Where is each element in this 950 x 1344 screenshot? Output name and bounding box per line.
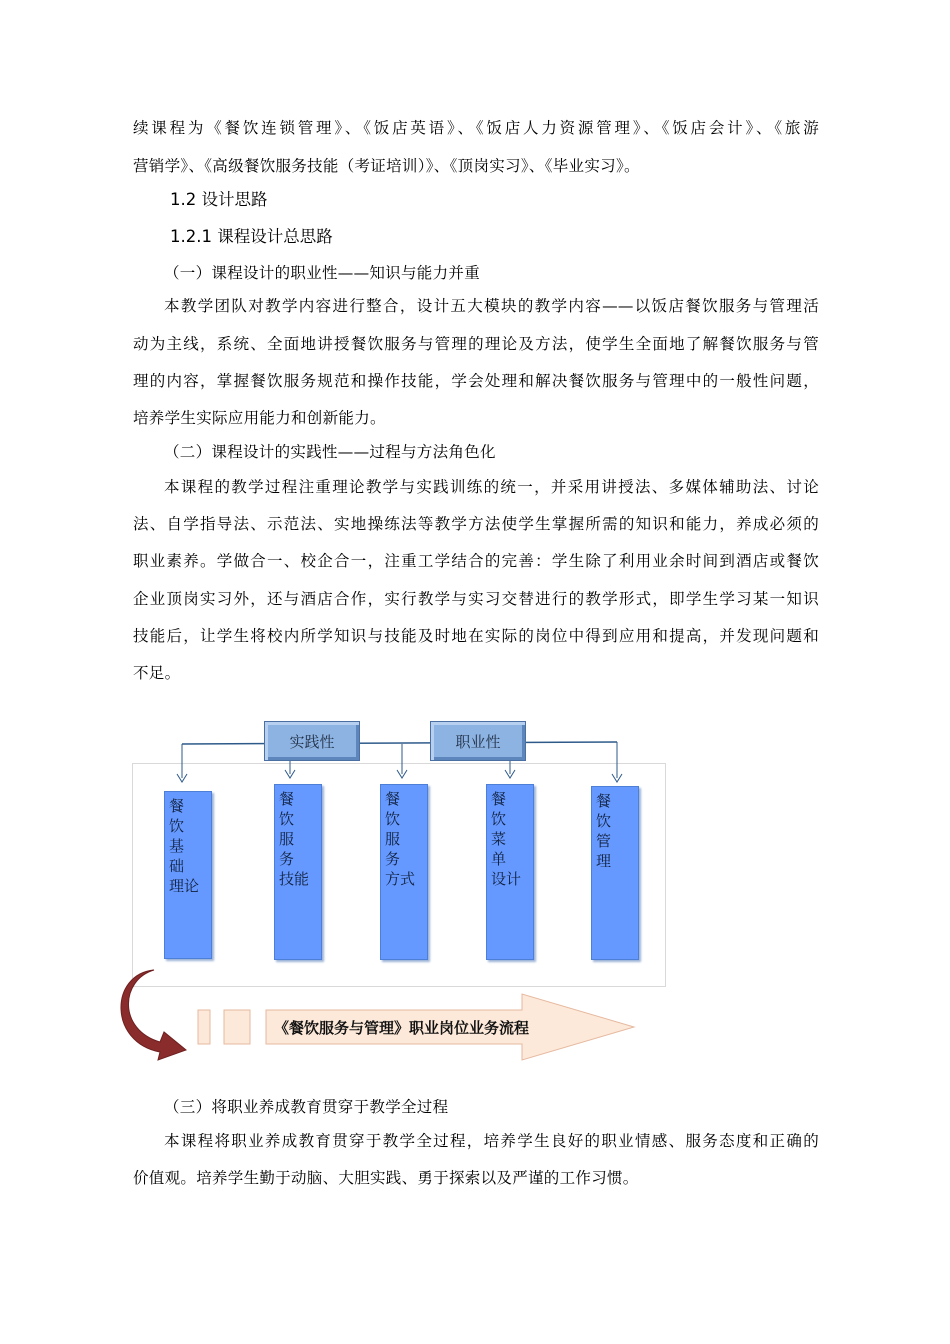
paragraph-line: 营销学》、《高级餐饮服务技能（考证培训）》、《顶岗实习》、《毕业实习》。	[133, 157, 640, 175]
subsection-title: （一）课程设计的职业性——知识与能力并重	[164, 264, 481, 282]
subsection-title: （二）课程设计的实践性——过程与方法角色化	[164, 443, 496, 461]
module-menu-design: 餐 饮 菜 单 设计	[486, 784, 534, 960]
paragraph-line: 动为主线，系统、全面地讲授餐饮服务与管理的理论及方法，使学生全面地了解餐饮服务与管	[133, 335, 819, 353]
paragraph-line: 职业素养。学做合一、校企合一，注重工学结合的完善：学生除了利用业余时间到酒店或餐饮	[133, 552, 819, 570]
paragraph-line: 技能后，让学生将校内所学知识与技能及时地在实际的岗位中得到应用和提高，并发现问题和	[133, 627, 819, 645]
module-management: 餐 饮 管 理	[591, 786, 639, 960]
vocational-box: 职业性	[430, 721, 526, 761]
paragraph-line: 本课程的教学过程注重理论教学与实践训练的统一，并采用讲授法、多媒体辅助法、讨论	[164, 478, 819, 496]
paragraph-line: 理的内容，掌握餐饮服务规范和操作技能，学会处理和解决餐饮服务与管理中的一般性问题，	[133, 372, 819, 390]
section-heading-1-2-1: 1.2.1 课程设计总思路	[170, 227, 333, 246]
paragraph-line: 本教学团队对教学内容进行整合，设计五大模块的教学内容——以饭店餐饮服务与管理活	[164, 297, 819, 315]
paragraph-line: 培养学生实际应用能力和创新能力。	[133, 409, 386, 427]
paragraph-line: 不足。	[133, 664, 181, 682]
course-design-diagram	[120, 712, 680, 1068]
practice-box: 实践性	[264, 721, 360, 761]
paragraph-line: 本课程将职业养成教育贯穿于教学全过程，培养学生良好的职业情感、服务态度和正确的	[164, 1132, 819, 1150]
module-basic-theory: 餐 饮 基 础 理论	[164, 791, 212, 959]
paragraph-line: 法、自学指导法、示范法、实地操练法等教学方法使学生掌握所需的知识和能力，养成必须的	[133, 515, 819, 533]
paragraph-line: 续课程为《餐饮连锁管理》、《饭店英语》、《饭店人力资源管理》、《饭店会计》、《旅游	[133, 119, 819, 137]
paragraph-line: 企业顶岗实习外，还与酒店合作，实行教学与实习交替进行的教学形式，即学生学习某一知识	[133, 590, 819, 608]
paragraph-line: 价值观。培养学生勤于动脑、大胆实践、勇于探索以及严谨的工作习惯。	[133, 1169, 639, 1187]
module-service-methods: 餐 饮 服 务 方式	[380, 784, 428, 960]
section-heading-1-2: 1.2 设计思路	[170, 190, 268, 209]
flow-label: 《餐饮服务与管理》职业岗位业务流程	[274, 1019, 530, 1037]
module-service-skills: 餐 饮 服 务 技能	[274, 784, 322, 960]
subsection-title: （三）将职业养成教育贯穿于教学全过程	[164, 1098, 449, 1116]
